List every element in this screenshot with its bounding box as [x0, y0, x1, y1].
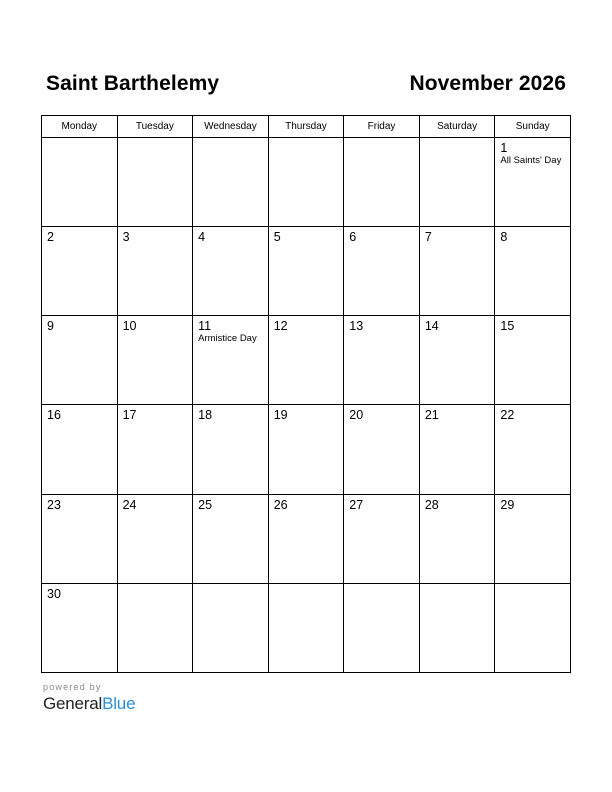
day-number: [193, 138, 268, 141]
day-number: 21: [424, 408, 439, 423]
calendar-grid: [41, 115, 571, 673]
day-cell: [193, 583, 269, 672]
day-number: 8: [500, 230, 508, 245]
day-cell: [268, 316, 344, 405]
weekday-sunday: Sunday: [495, 116, 571, 138]
day-number: 26: [273, 497, 288, 512]
weekday-thursday: Thursday: [268, 116, 344, 138]
calendar-header: [46, 70, 566, 98]
day-number: 14: [424, 319, 439, 334]
day-cell: [193, 316, 269, 405]
day-number: 15: [500, 319, 515, 334]
calendar-body: [42, 138, 571, 673]
day-cell: [419, 138, 495, 227]
day-number: 5: [273, 230, 281, 245]
holiday-label: Armistice Day: [198, 333, 257, 345]
weekday-friday: Friday: [344, 116, 420, 138]
day-cell: [268, 405, 344, 494]
day-cell: [268, 494, 344, 583]
day-cell: [344, 227, 420, 316]
powered-by-text: powered by: [43, 682, 102, 692]
day-cell: [344, 494, 420, 583]
day-number: 23: [47, 497, 61, 512]
day-cell: [495, 583, 571, 672]
day-cell: [117, 138, 193, 227]
day-cell: [419, 583, 495, 672]
day-cell: [117, 316, 193, 405]
day-number: [118, 138, 193, 141]
day-cell: [495, 494, 571, 583]
week-row: [42, 405, 571, 494]
day-number: 9: [47, 319, 54, 334]
day-cell: [495, 138, 571, 227]
week-row: [42, 583, 571, 672]
day-number: [344, 138, 419, 141]
day-number: 11: [198, 319, 212, 334]
day-number: 22: [500, 408, 515, 423]
day-cell: [344, 138, 420, 227]
weekday-wednesday: Wednesday: [193, 116, 269, 138]
day-number: 10: [122, 319, 137, 334]
day-number: [118, 584, 193, 587]
day-number: 4: [198, 230, 206, 245]
day-number: [193, 584, 268, 587]
day-cell: [419, 316, 495, 405]
day-number: 6: [349, 230, 357, 245]
day-cell: [193, 405, 269, 494]
brand-name-part2: Blue: [102, 694, 136, 713]
day-number: 25: [198, 497, 213, 512]
day-number: 1: [500, 141, 508, 155]
brand-name-part1: General: [43, 694, 103, 713]
weekday-saturday: Saturday: [419, 116, 495, 138]
weekday-header-row: [42, 116, 571, 138]
day-cell: [495, 316, 571, 405]
day-number: 12: [273, 319, 288, 334]
day-cell: [419, 227, 495, 316]
day-cell: [419, 494, 495, 583]
day-cell: [42, 405, 118, 494]
day-number: 19: [273, 408, 288, 423]
day-number: [420, 584, 495, 587]
holiday-label: All Saints' Day: [500, 155, 562, 166]
day-cell: [344, 583, 420, 672]
day-number: 13: [349, 319, 364, 334]
day-number: 24: [122, 497, 137, 512]
day-cell: [419, 405, 495, 494]
day-cell: [193, 227, 269, 316]
day-number: [495, 584, 570, 587]
day-number: 28: [424, 497, 439, 512]
weekday-tuesday: Tuesday: [117, 116, 193, 138]
day-cell: [193, 138, 269, 227]
day-number: 18: [198, 408, 213, 423]
day-cell: [268, 227, 344, 316]
day-number: [269, 138, 344, 141]
day-cell: [117, 494, 193, 583]
footer: [43, 682, 135, 714]
week-row: [42, 494, 571, 583]
day-cell: [193, 494, 269, 583]
day-number: 20: [349, 408, 364, 423]
month-title: November 2026: [409, 72, 566, 95]
day-cell: [495, 405, 571, 494]
day-number: 17: [122, 408, 137, 423]
country-title: Saint Barthelemy: [46, 72, 220, 95]
day-cell: [268, 583, 344, 672]
day-cell: [42, 316, 118, 405]
day-cell: [117, 227, 193, 316]
day-number: 16: [47, 408, 61, 423]
day-cell: [117, 405, 193, 494]
day-number: [269, 584, 344, 587]
brand-logo: [43, 694, 135, 714]
day-number: [42, 138, 117, 141]
day-number: 30: [47, 586, 61, 601]
week-row: [42, 138, 571, 227]
day-number: 27: [349, 497, 364, 512]
day-number: 2: [47, 230, 54, 245]
day-cell: [42, 583, 118, 672]
day-cell: [495, 227, 571, 316]
day-cell: [268, 138, 344, 227]
day-cell: [42, 227, 118, 316]
day-number: [344, 584, 419, 587]
weekday-monday: Monday: [42, 116, 118, 138]
day-number: [420, 138, 495, 141]
day-cell: [42, 138, 118, 227]
day-number: 3: [122, 230, 130, 245]
day-cell: [344, 316, 420, 405]
day-number: 7: [424, 230, 432, 245]
day-cell: [344, 405, 420, 494]
week-row: [42, 316, 571, 405]
week-row: [42, 227, 571, 316]
day-cell: [42, 494, 118, 583]
day-cell: [117, 583, 193, 672]
day-number: 29: [500, 497, 515, 512]
